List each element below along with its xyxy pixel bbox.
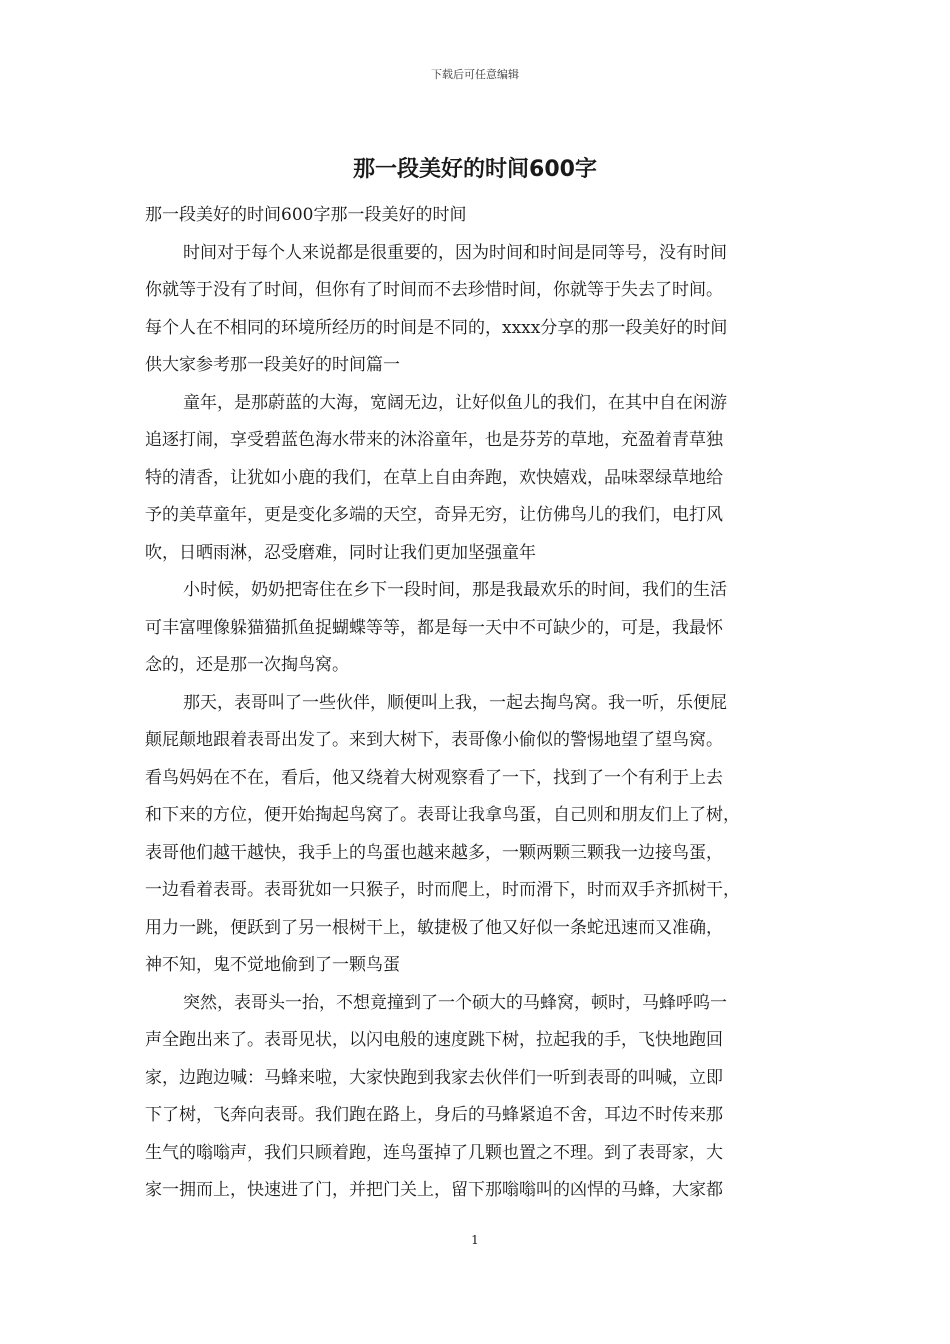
text-line: 家一拥而上，快速进了门，并把门关上，留下那嗡嗡叫的凶悍的马蜂，大家都 <box>145 1180 723 1200</box>
text-line: 神不知，鬼不觉地偷到了一颗鸟蛋 <box>145 955 400 975</box>
text-line: 追逐打闹，享受碧蓝色海水带来的沐浴童年，也是芬芳的草地，充盈着青草独 <box>145 430 723 450</box>
page-header-note: 下载后可任意编辑 <box>431 68 519 81</box>
text-line: 家，边跑边喊：马蜂来啦，大家快跑到我家去伙伴们一听到表哥的叫喊，立即 <box>145 1067 723 1088</box>
paragraph-first-line: 突然，表哥头一抬，不想竟撞到了一个硕大的马蜂窝，顿时，马蜂呼呜一 <box>183 992 727 1013</box>
document-body <box>145 197 813 1210</box>
text-line: 和下来的方位，便开始掏起鸟窝了。表哥让我拿鸟蛋，自己则和朋友们上了树， <box>145 805 740 825</box>
text-line: 供大家参考那一段美好的时间篇一 <box>145 355 400 375</box>
text-line: 每个人在不相同的环境所经历的时间是不同的，xxxx分享的那一段美好的时间 <box>145 317 728 338</box>
document-title: 那一段美好的时间600字 <box>353 157 597 182</box>
text-line: 生气的嗡嗡声，我们只顾着跑，连鸟蛋掉了几颗也置之不理。到了表哥家，大 <box>145 1142 723 1163</box>
text-line: 下了树，飞奔向表哥。我们跑在路上，身后的马蜂紧追不舍，耳边不时传来那 <box>145 1105 723 1125</box>
text-line: 吹，日晒雨淋，忍受磨难，同时让我们更加坚强童年 <box>145 542 536 563</box>
paragraph-first-line: 那天，表哥叫了一些伙伴，顺便叫上我，一起去掏鸟窝。我一听，乐便屁 <box>183 692 727 713</box>
page-number: 1 <box>471 1233 479 1247</box>
text-line: 用力一跳，便跃到了另一根树干上，敏捷极了他又好似一条蛇迅速而又准确， <box>145 917 723 938</box>
text-line: 颠屁颠地跟着表哥出发了。来到大树下，表哥像小偷似的警惕地望了望鸟窝。 <box>145 730 723 750</box>
text-line: 一边看着表哥。表哥犹如一只猴子，时而爬上，时而滑下，时而双手齐抓树干， <box>145 880 740 900</box>
paragraph-first-line: 童年，是那蔚蓝的大海，宽阔无边，让好似鱼儿的我们，在其中自在闲游 <box>183 392 727 413</box>
text-line: 你就等于没有了时间，但你有了时间而不去珍惜时间，你就等于失去了时间。 <box>145 280 723 300</box>
text-line: 声全跑出来了。表哥见状，以闪电般的速度跳下树，拉起我的手，飞快地跑回 <box>145 1030 723 1050</box>
text-line: 予的美草童年，更是变化多端的天空，奇异无穷，让仿佛鸟儿的我们，电打风 <box>145 505 723 525</box>
text-line: 那一段美好的时间600字那一段美好的时间 <box>145 205 467 225</box>
text-line: 念的，还是那一次掏鸟窝。 <box>145 655 349 675</box>
paragraph-first-line: 小时候，奶奶把寄住在乡下一段时间，那是我最欢乐的时间，我们的生活 <box>183 580 727 600</box>
text-line: 表哥他们越干越快，我手上的鸟蛋也越来越多，一颗两颗三颗我一边接鸟蛋， <box>145 842 723 863</box>
text-line: 可丰富哩像躲猫猫抓鱼捉蝴蝶等等，都是每一天中不可缺少的，可是，我最怀 <box>145 617 723 638</box>
text-line: 看鸟妈妈在不在，看后，他又绕着大树观察看了一下，找到了一个有利于上去 <box>145 767 723 788</box>
text-line: 特的清香，让犹如小鹿的我们，在草上自由奔跑，欢快嬉戏，品味翠绿草地给 <box>145 467 723 488</box>
paragraph-first-line: 时间对于每个人来说都是很重要的，因为时间和时间是同等号，没有时间 <box>183 242 727 263</box>
